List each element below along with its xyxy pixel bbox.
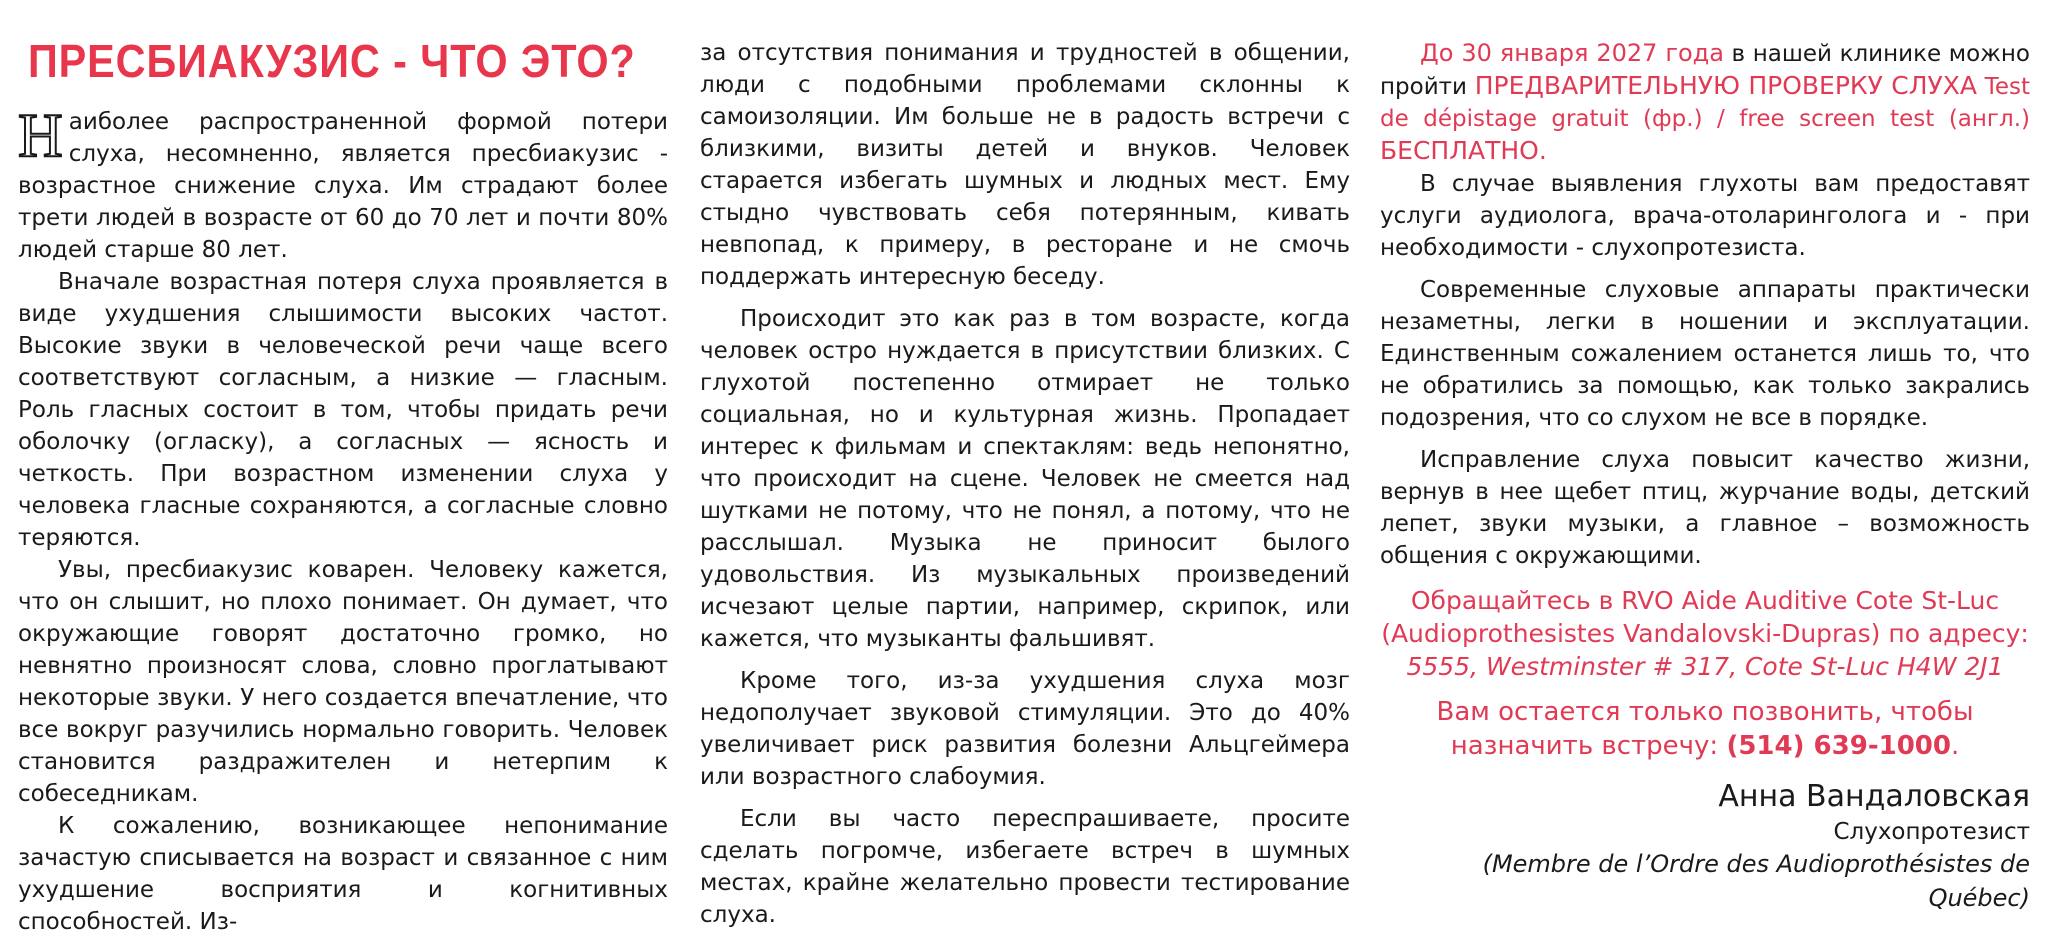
paragraph-intro-text: аиболее распространенной формой потери слуха, несомненно, является пресбиакузис - возрастное снижение слуха. Им страдают более трети людей в возрасте от 60 до 70 лет и почти 80% людей старше 80 лет.: [18, 109, 668, 263]
author-organization: (Membre de l’Ordre des Audioprothésistes de Québec): [1482, 850, 2030, 912]
paragraph: Современные слуховые аппараты практически незаметны, легки в ношении и эксплуатации. Единственным сожалением останется лишь то, что не обратились за помощью, как только закрались подозрения, что со слухом не все в порядке.: [1380, 277, 2030, 431]
call-text: Вам остается только позвонить, чтобы назначить встречу:: [1436, 697, 1974, 761]
paragraph: В случае выявления глухоты вам предоставят услуги аудиолога, врача-отоларинголога и - при необходимости - слухопротезиста.: [1380, 171, 2030, 261]
paragraph: Если вы часто переспрашиваете, просите сделать погромче, избегаете встреч в шумных местах, крайне желательно провести тестирование слуха.: [700, 806, 1350, 928]
author-name: Анна Вандаловская: [1718, 779, 2030, 814]
paragraph: Вначале возрастная потеря слуха проявляется в виде ухудшения слышимости высоких частот. Высокие звуки в человеческой речи чаще всего соответствуют согласным, а низкие — гласным. Роль гласных состоит в том, чтобы придать речи оболочку (огласку), а согласных — ясность и четкость. При возрастном изменении слуха у человека гласные сохраняются, а согласные словно теряются.: [18, 269, 668, 551]
author-role: Слухопротезист: [1833, 819, 2030, 845]
drop-cap: Н: [18, 102, 63, 170]
paragraph: Исправление слуха повысит качество жизни, вернув в нее щебет птиц, журчание воды, детский лепет, звуки музыки, а главное – возможность общения с окружающими.: [1380, 447, 2030, 569]
phone-end: .: [1950, 731, 1960, 761]
column-3: [1380, 37, 2030, 915]
column-1: [18, 30, 668, 938]
article-title: ПРЕСБИАКУЗИС - ЧТО ЭТО?: [28, 35, 636, 87]
column-2: [700, 37, 1350, 931]
offer-free: БЕСПЛАТНО.: [1380, 136, 1547, 165]
contact-block: [1380, 584, 2030, 683]
address: 5555, Westminster # 317, Cote St-Luc H4W 2J1: [1406, 652, 2004, 681]
offer-paragraph: [1380, 37, 2030, 168]
contact-line-1: Обращайтесь в RVO Aide Auditive Cote St-Luc: [1410, 586, 2000, 615]
paragraph: Кроме того, из-за ухудшения слуха мозг недополучает звуковой стимуляции. Это до 40% увеличивает риск развития болезни Альцгеймера или возрастного слабоумия.: [700, 668, 1350, 790]
offer-caps: ПРЕДВАРИТЕЛЬНУЮ ПРОВЕРКУ СЛУХА: [1474, 71, 1977, 100]
paragraph: за отсутствия понимания и трудностей в общении, люди с подобными проблемами склонны к самоизоляции. Им больше не в радость встречи с близкими, визиты детей и внуков. Человек старается избегать шумных и людных мест. Ему стыдно чувствовать себя потерянным, кивать невпопад, к примеру, в ресторане и не смочь поддержать интересную беседу.: [700, 40, 1350, 290]
address-label: по адресу:: [1880, 619, 2029, 648]
phone-number: (514) 639-1000: [1726, 731, 1951, 761]
paragraph-intro: [18, 102, 668, 266]
paragraph: Увы, пресбиакузис коварен. Человеку кажется, что он слышит, но плохо понимает. Он думает, что окружающие говорят достаточно громко, но невнятно произносят слова, словно проглатывают некоторые звуки. У него создается впечатление, что все вокруг разучились нормально говорить. Человек становится раздражителен и нетерпим к собеседникам.: [18, 557, 668, 807]
contact-line-2: [1380, 617, 2030, 650]
offer-test: Test de dépistage gratuit (фр.) / free screen test (англ.): [1380, 74, 2030, 132]
offer-date: До 30 января 2027 года: [1420, 39, 1724, 67]
company-name: (Audioprothesistes Vandalovski-Dupras): [1381, 619, 1881, 648]
paragraph: Происходит это как раз в том возрасте, когда человек остро нуждается в присутствии близких. С глухотой постепенно отмирает не только социальная, но и культурная жизнь. Пропадает интерес к фильмам и спектаклям: ведь непонятно, что происходит на сцене. Человек не смеется над шутками не потому, что не понял, а потому, что не расслышал. Музыка не приносит былого удовольствия. Из музыкальных произведений исчезают целые партии, например, скрипок, или кажется, что музыканты фальшивят.: [700, 306, 1350, 652]
paragraph: К сожалению, возникающее непонимание зачастую списывается на возраст и связанное с ним ухудшение восприятия и когнитивных способностей. Из-: [18, 813, 668, 935]
call-block: [1380, 695, 2030, 763]
signature: [1380, 777, 2030, 915]
offer-text: в нашей клинике можно пройти: [1380, 41, 2030, 100]
